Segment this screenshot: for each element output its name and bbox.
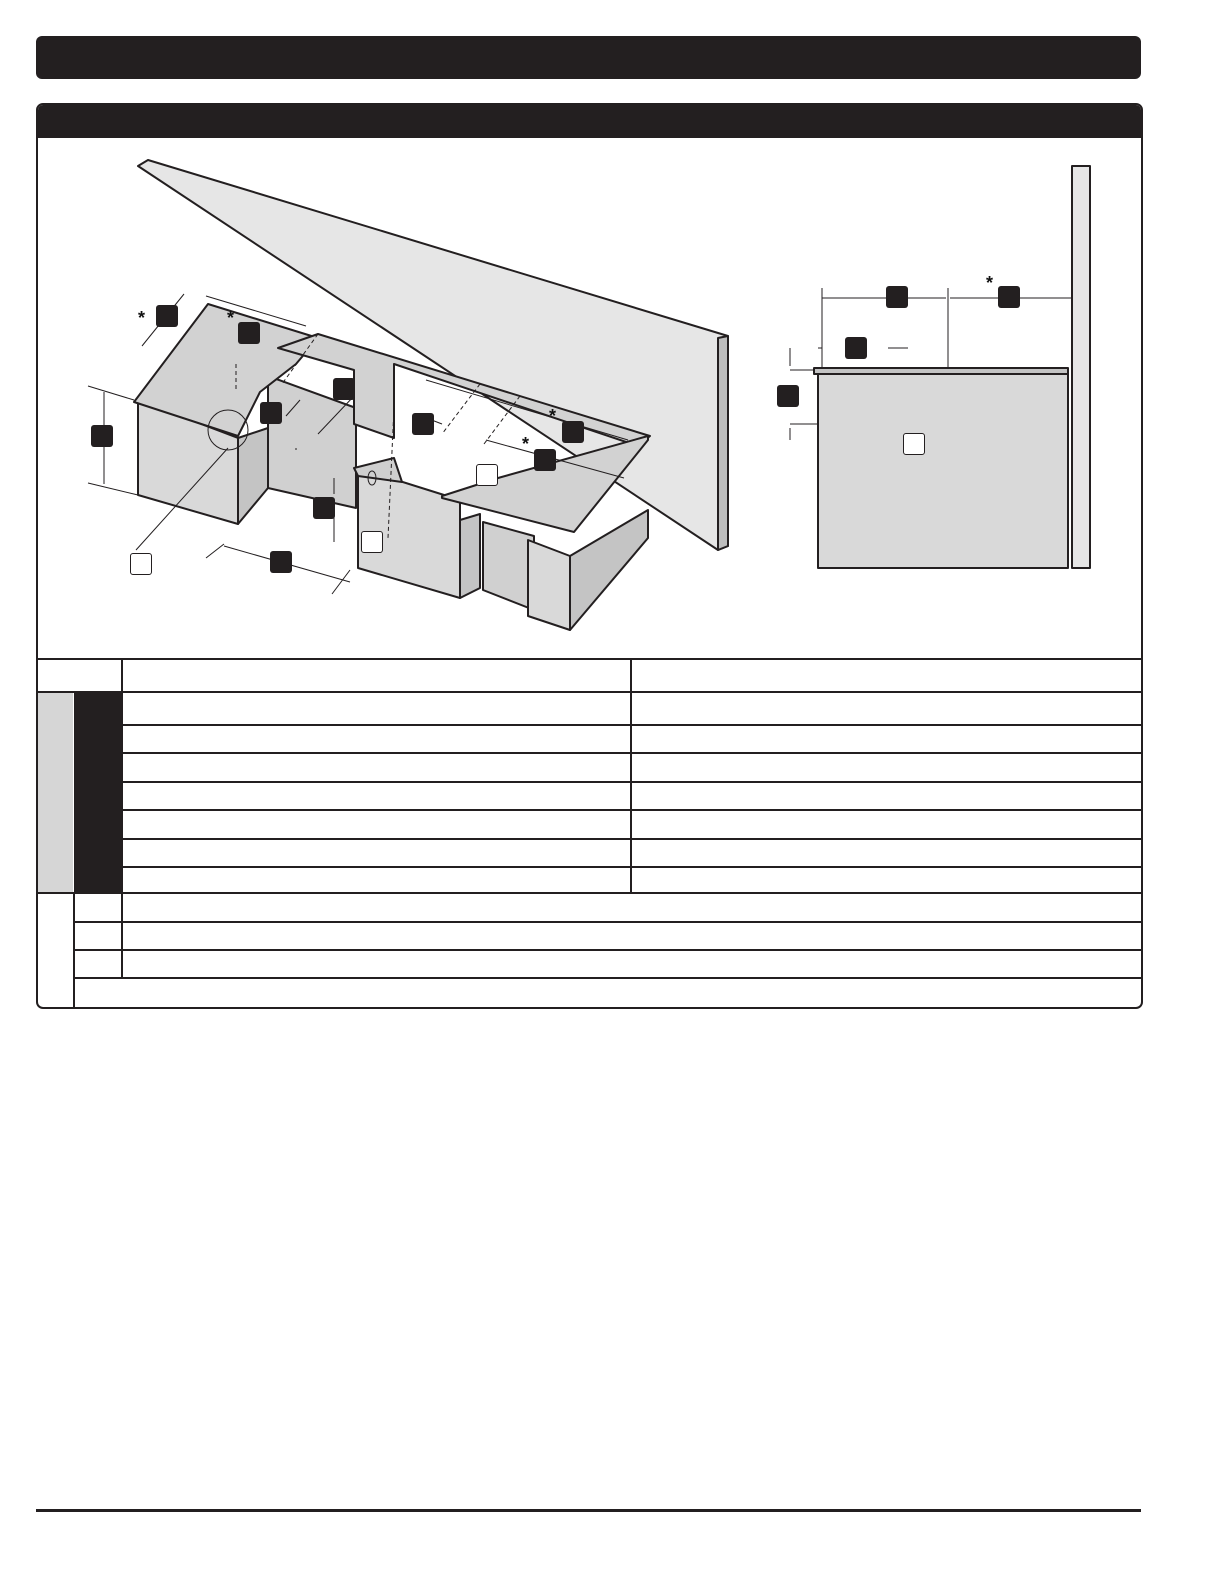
- callout-badge-open: [130, 553, 152, 575]
- note-row: [75, 894, 1141, 922]
- panel-heading-bar: [38, 105, 1141, 138]
- table-rule: [75, 977, 1141, 979]
- asterisk-mark: *: [138, 308, 146, 328]
- asterisk-mark: *: [227, 308, 235, 328]
- callout-badge: [412, 413, 434, 435]
- note-row: [75, 922, 1141, 950]
- installation-panel: [36, 103, 1143, 1009]
- table-row: [38, 866, 1141, 892]
- table-row: [38, 752, 1141, 781]
- table-row: [38, 781, 1141, 809]
- callout-badge: [313, 497, 335, 519]
- footer-rule: [36, 1509, 1141, 1512]
- callout-badge: [333, 378, 355, 400]
- left-cabinet-inner: [238, 428, 268, 524]
- asterisk-mark: *: [522, 434, 530, 454]
- asterisk-mark: *: [549, 406, 557, 426]
- cutout-diagram: [38, 138, 1141, 660]
- right-cabinet-front: [528, 540, 570, 630]
- table-row: [38, 838, 1141, 866]
- callout-badge: [534, 449, 556, 471]
- table-header-label: [124, 660, 630, 691]
- table-row: [38, 724, 1141, 752]
- table-row: [38, 693, 1141, 724]
- note-row: [75, 950, 1141, 978]
- right-opening-back: [483, 522, 534, 610]
- back-wall-side: [718, 336, 728, 550]
- callout-badge-open: [361, 531, 383, 553]
- table-header-key: [38, 660, 121, 691]
- table-rule: [121, 781, 1141, 783]
- table-rule: [121, 809, 1141, 811]
- callout-badge: [238, 322, 260, 344]
- table-row: [38, 809, 1141, 838]
- callout-badge-open: [903, 433, 925, 455]
- right-cabinet-side: [570, 510, 648, 630]
- dimension-table: [38, 658, 1141, 1007]
- callout-badge: [260, 402, 282, 424]
- callout-badge: [270, 551, 292, 573]
- table-footnote: [78, 981, 1138, 1005]
- callout-badge: [91, 425, 113, 447]
- table-rule: [121, 838, 1141, 840]
- callout-badge: [845, 337, 867, 359]
- table-header-value: [634, 660, 1139, 691]
- diagram-drawing: [38, 138, 1141, 660]
- page-title-bar: [36, 36, 1141, 79]
- callout-badge: [886, 286, 908, 308]
- callout-badge: [562, 421, 584, 443]
- table-rule: [121, 724, 1141, 726]
- table-rule: [121, 752, 1141, 754]
- elevation-cabinet: [818, 374, 1068, 568]
- table-rule: [121, 866, 1141, 868]
- callout-badge: [156, 305, 178, 327]
- asterisk-mark: *: [986, 273, 994, 293]
- middle-cabinet-opening: [460, 514, 480, 598]
- callout-badge: [777, 385, 799, 407]
- callout-badge-open: [476, 464, 498, 486]
- callout-badge: [998, 286, 1020, 308]
- elevation-wall: [1072, 166, 1090, 568]
